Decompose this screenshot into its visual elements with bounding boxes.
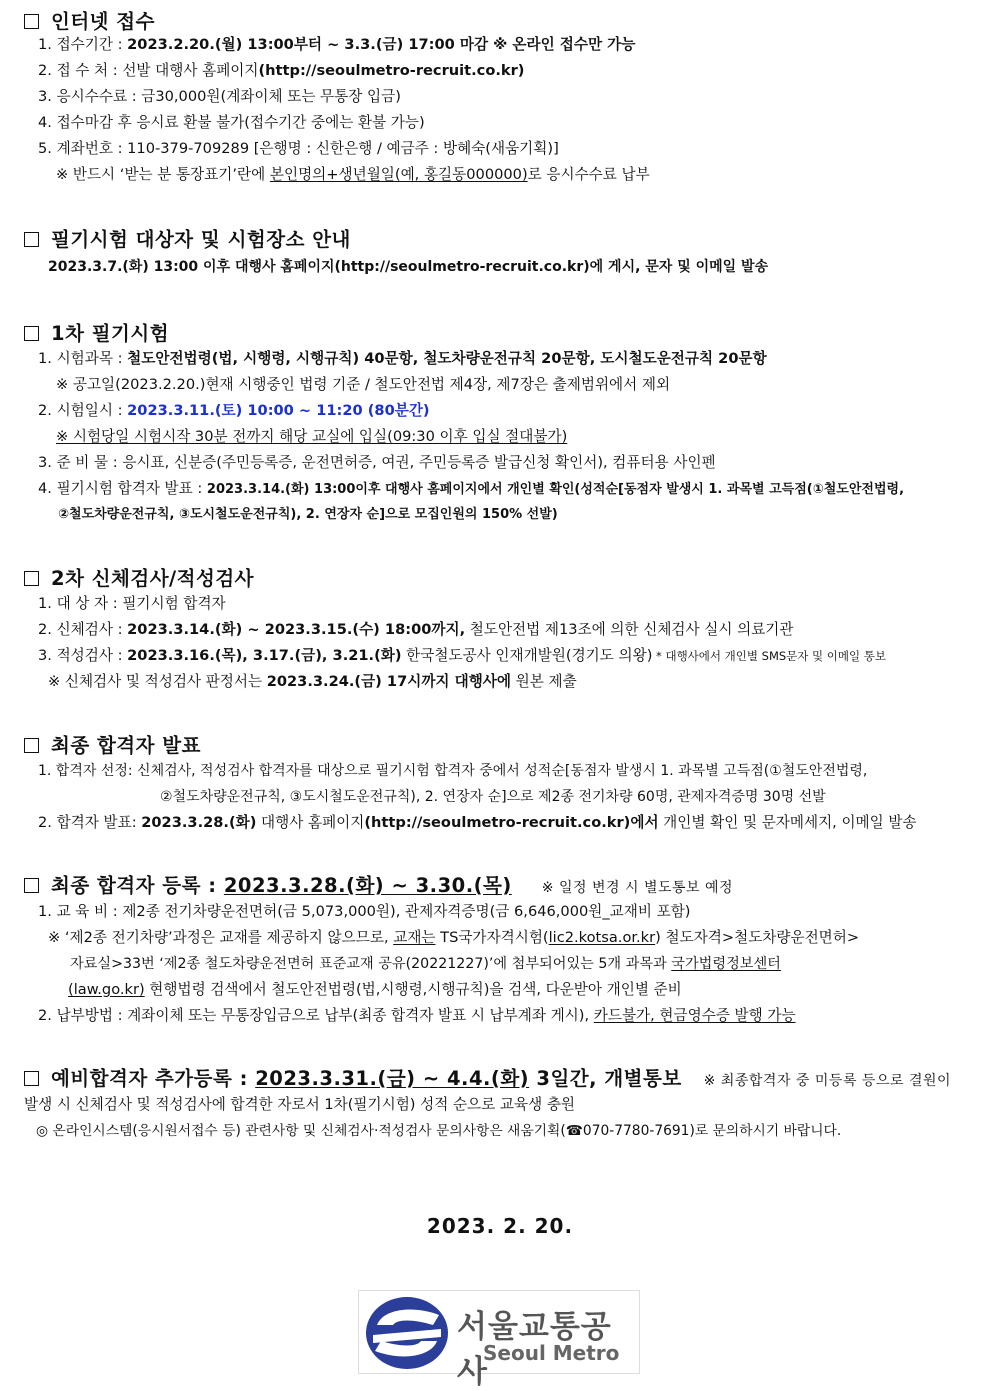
text-line: 5. 계좌번호 : 110-379-709289 [은행명 : 신한은행 / 예금주 : 방혜숙(새움기획)] bbox=[38, 140, 559, 157]
checkbox-square-icon bbox=[24, 232, 39, 247]
text-line: 2. 납부방법 : 계좌이체 또는 무통장입금으로 납부(최종 합격자 발표 시 납부계좌 게시), 카드불가, 현금영수증 발행 가능 bbox=[38, 1007, 796, 1024]
text-line: 발생 시 신체검사 및 적성검사에 합격한 자로서 1차(필기시험) 성적 순으로 교육생 충원 bbox=[24, 1096, 576, 1113]
text-line: 1. 합격자 선정: 신체검사, 적성검사 합격자를 대상으로 필기시험 합격자 중에서 성적순[동점자 발생시 1. 과목별 고득점(①철도안전법령, bbox=[38, 763, 868, 779]
checkbox-square-icon bbox=[24, 738, 39, 753]
checkbox-square-icon bbox=[24, 571, 39, 586]
text-line: ②철도차량운전규칙, ③도시철도운전규칙), 2. 연장자 순]으로 제2종 전기차량 60명, 관제자격증명 30명 선발 bbox=[160, 789, 826, 805]
text-line: 1. 대 상 자 : 필기시험 합격자 bbox=[38, 595, 226, 612]
text-line: 자료실>33번 ‘제2종 철도차량운전면허 표준교재 공유(20221227)’에 첨부되어있는 5개 과목과 국가법령정보센터 bbox=[70, 956, 781, 972]
section-heading: 인터넷 접수 bbox=[24, 6, 980, 34]
section-heading: 1차 필기시험 bbox=[24, 318, 980, 346]
text-line: 3. 적성검사 : 2023.3.16.(목), 3.17.(금), 3.21.(화) 한국철도공사 인재개발원(경기도 의왕) * 대행사에서 개인별 SMS문자 및 이메일 통보 bbox=[38, 647, 887, 664]
text-line: 2. 합격자 발표: 2023.3.28.(화) 대행사 홈페이지(http://seoulmetro-recruit.co.kr)에서 개인별 확인 및 문자메세지, 이메일 발송 bbox=[38, 814, 917, 831]
text-line: ※ 반드시 ‘받는 분 통장표기’란에 본인명의+생년월일(예, 홍길동000000)로 응시수수료 납부 bbox=[56, 166, 650, 183]
text-line: 3. 응시수수료 : 금30,000원(계좌이체 또는 무통장 입금) bbox=[38, 88, 401, 105]
text-line: 4. 접수마감 후 응시료 환불 불가(접수기간 중에는 환불 가능) bbox=[38, 114, 425, 131]
checkbox-square-icon bbox=[24, 878, 39, 893]
text-line: 2. 접 수 처 : 선발 대행사 홈페이지(http://seoulmetro-recruit.co.kr) bbox=[38, 62, 525, 79]
text-line: 3. 준 비 물 : 응시표, 신분증(주민등록증, 운전면허증, 여권, 주민등록증 발급신청 확인서), 컴퓨터용 사인펜 bbox=[38, 454, 716, 471]
text-line: 2023.3.7.(화) 13:00 이후 대행사 홈페이지(http://seoulmetro-recruit.co.kr)에 게시, 문자 및 이메일 발송 bbox=[48, 259, 769, 275]
section-heading: 예비합격자 추가등록 : 2023.3.31.(금) ~ 4.4.(화) 3일간, 개별통보 ※ 최종합격자 중 미등록 등으로 결원이 bbox=[24, 1063, 980, 1091]
checkbox-square-icon bbox=[24, 14, 39, 29]
logo-english-text: Seoul Metro bbox=[483, 1341, 620, 1365]
text-line: 1. 교 육 비 : 제2종 전기차량운전면허(금 5,073,000원), 관제자격증명(금 6,646,000원_교재비 포함) bbox=[38, 903, 691, 920]
checkbox-square-icon bbox=[24, 326, 39, 341]
text-line: 2. 신체검사 : 2023.3.14.(화) ~ 2023.3.15.(수) 18:00까지, 철도안전법 제13조에 의한 신체검사 실시 의료기관 bbox=[38, 621, 794, 638]
text-line: 1. 접수기간 : 2023.2.20.(월) 13:00부터 ~ 3.3.(금) 17:00 마감 ※ 온라인 접수만 가능 bbox=[38, 36, 636, 53]
text-line: 2. 시험일시 : 2023.3.11.(토) 10:00 ~ 11:20 (80분간) bbox=[38, 402, 430, 419]
text-line: (law.go.kr) 현행법령 검색에서 철도안전법령(법,시행령,시행규칙)을 검색, 다운받아 개인별 준비 bbox=[68, 981, 682, 998]
text-line: 1. 시험과목 : 철도안전법령(법, 시행령, 시행규칙) 40문항, 철도차량운전규칙 20문항, 도시철도운전규칙 20문항 bbox=[38, 350, 767, 367]
section-heading: 최종 합격자 등록 : 2023.3.28.(화) ~ 3.30.(목) ※ 일정 변경 시 별도통보 예정 bbox=[24, 870, 980, 898]
section-heading: 최종 합격자 발표 bbox=[24, 730, 980, 758]
checkbox-square-icon bbox=[24, 1071, 39, 1086]
text-line: ※ ‘제2종 전기차량’과정은 교재를 제공하지 않으므로, 교재는 TS국가자격시험(lic2.kotsa.or.kr) 철도자격>철도차량운전면허> bbox=[48, 929, 860, 946]
text-line: ※ 시험당일 시험시작 30분 전까지 해당 교실에 입실(09:30 이후 입실 절대불가) bbox=[56, 428, 568, 445]
section-heading: 필기시험 대상자 및 시험장소 안내 bbox=[24, 224, 980, 252]
text-line: ②철도차량운전규칙, ③도시철도운전규칙), 2. 연장자 순]으로 모집인원의 150% 선발) bbox=[58, 507, 558, 522]
logo-korean-text: 서울교통공사 bbox=[457, 1309, 612, 1390]
section-heading: 2차 신체검사/적성검사 bbox=[24, 563, 980, 591]
text-line: ◎ 온라인시스템(응시원서접수 등) 관련사항 및 신체검사·적성검사 문의사항은 새움기획(☎070-7780-7691)로 문의하시기 바랍니다. bbox=[36, 1123, 842, 1139]
text-line: ※ 공고일(2023.2.20.)현재 시행중인 법령 기준 / 철도안전법 제4장, 제7장은 출제범위에서 제외 bbox=[56, 376, 671, 393]
issue-date: 2023. 2. 20. bbox=[426, 1214, 574, 1238]
seoul-metro-logo bbox=[358, 1290, 640, 1390]
text-line: 4. 필기시험 합격자 발표 : 2023.3.14.(화) 13:00이후 대행사 홈페이지에서 개인별 확인(성적순[동점자 발생시 1. 과목별 고득점(①철도안전법령, bbox=[38, 480, 905, 497]
seoul-metro-emblem-icon bbox=[363, 1295, 451, 1371]
text-line: ※ 신체검사 및 적성검사 판정서는 2023.3.24.(금) 17시까지 대행사에 원본 제출 bbox=[48, 673, 577, 690]
